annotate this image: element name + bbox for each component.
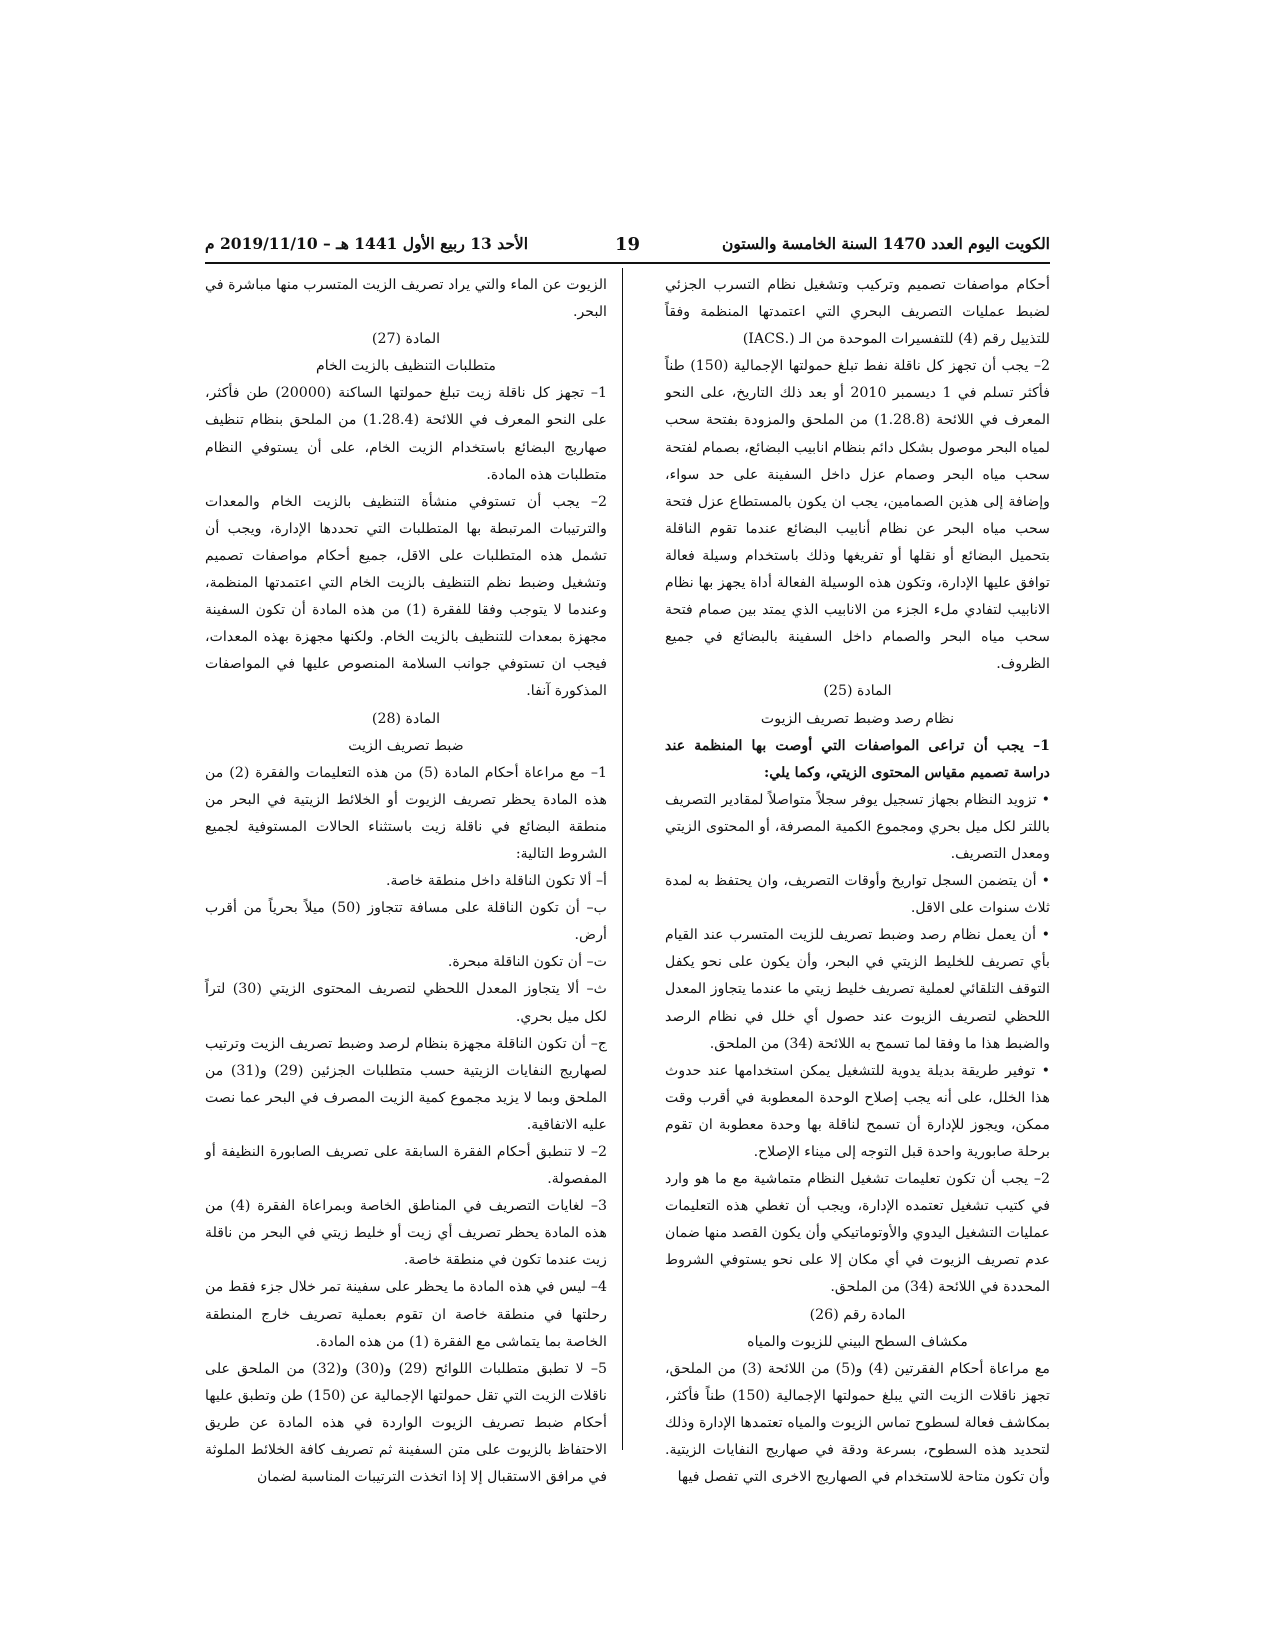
paragraph: 2– يجب أن تجهز كل ناقلة نفط تبلغ حمولتها الإجمالية (150) طناً فأكثر تسلم في 1 ديسمبر 2010 أو بعد ذلك التاريخ، على النحو المعرف في اللائحة (1.28.8) من الملحق والمزودة بفتحة سحب لمياه البحر موصول بشكل دائم بنظام انابيب البضائع، بصمام لفتحة سحب مياه البحر وصمام عزل داخل السفينة على حد سواء، وإضافة إلى هذين الصمامين، يجب ان يكون بالمستطاع عزل فتحة سحب مياه البحر عن نظام أنابيب البضائع عندما تقوم الناقلة بتحميل البضائع أو نقلها أو تفريغها وذلك باستخدام وسيلة فعالة توافق عليها الإدارة، وتكون هذه الوسيلة الفعالة أداة يجهز بها نظام الانابيب لتفادي ملء الجزء من الانابيب الذي يمتد بين صمام فتحة سحب مياه البحر والصمام داخل السفينة بالبضائع في جميع الظروف. — [665, 358, 1050, 673]
paragraph: • توفير طريقة بديلة يدوية للتشغيل يمكن استخدامها عند حدوث هذا الخلل، على أنه يجب إصلاح الوحدة المعطوبة في أقرب وقت ممكن، ويجوز للإدارة أن تسمح لناقلة بها وحدة معطوبة ان تقوم برحلة صابورية واحدة قبل التوجه إلى ميناء الإصلاح. — [665, 1062, 1050, 1160]
issue-date: الأحد 13 ربيع الأول 1441 هـ – 2019/11/10 م — [205, 234, 529, 253]
paragraph: • أن يعمل نظام رصد وضبط تصريف للزيت المتسرب عند القيام بأي تصريف للخليط الزيتي في البحر، وأن يكون على نحو يكفل التوقف التلقائي لعملية تصريف خليط زيتي ما عندما يتجاوز المعدل اللحظي لتصريف الزيوت عند حصول أي خلل في نظام الرصد والضبط هذا ما وفقا لما تسمح به اللائحة (34) من الملحق. — [665, 927, 1050, 1052]
paragraph: 2– يجب أن تكون تعليمات تشغيل النظام متماشية مع ما هو وارد في كتيب تشغيل تعتمده الإدارة، ويجب أن تغطي هذه التعليمات عمليات التشغيل اليدوي والأوتوماتيكي وأن يكون القصد منها ضمان عدم تصريف الزيوت في أي مكان إلا على نحو يستوفي الشروط المحددة في اللائحة (34) من الملحق. — [665, 1171, 1050, 1296]
column-divider — [622, 268, 623, 1450]
paragraph: أ– ألا تكون الناقلة داخل منطقة خاصة. — [386, 873, 607, 890]
paragraph: 1– مع مراعاة أحكام المادة (5) من هذه التعليمات والفقرة (2) من هذه المادة يحظر تصريف الزيوت أو الخلائط الزيتية في البحر من منطقة البضائع في ناقلة زيت باستثناء الحالات المستوفية لجميع الشروط التالية: — [205, 764, 607, 862]
article-heading: متطلبات التنظيف بالزيت الخام — [316, 358, 496, 375]
paragraph: 1– يجب أن تراعى المواصفات التي أوصت بها المنظمة عند دراسة تصميم مقياس المحتوى الزيتي، وكما يلي: — [665, 737, 1050, 781]
paragraph: ت– أن تكون الناقلة مبحرة. — [447, 954, 607, 971]
paragraph: ج– أن تكون الناقلة مجهزة بنظام لرصد وضبط تصريف الزيت وترتيب لصهاريج النفايات الزيتية حسب متطلبات الجزئين (29) و(31) من الملحق وبما لا يزيد مجموع كمية الزيت المصرف في البحر عما نصت عليه الاتفاقية. — [205, 1035, 607, 1133]
article-heading: المادة (28) — [371, 710, 441, 727]
paragraph: أحكام مواصفات تصميم وتركيب وتشغيل نظام التسرب الجزئي لضبط عمليات التصريف البحري التي اعتمدتها المنظمة وفقاً للتذييل رقم (4) للتفسيرات الموحدة من الـ (.IACS) — [665, 277, 1050, 348]
paragraph: 4– ليس في هذه المادة ما يحظر على سفينة تمر خلال جزء فقط من رحلتها في منطقة خاصة ان تقوم بعملية تصريف خارج المنطقة الخاصة بما يتماشى مع الفقرة (1) من هذه المادة. — [205, 1279, 607, 1350]
article-heading: مكشاف السطح البيني للزيوت والمياه — [747, 1333, 968, 1350]
paragraph: الزيوت عن الماء والتي يراد تصريف الزيت المتسرب منها مباشرة في البحر. — [205, 277, 607, 321]
paragraph: 2– يجب أن تستوفي منشأة التنظيف بالزيت الخام والمعدات والترتيبات المرتبطة بها المتطلبات التي تحددها الإدارة، ويجب أن تشمل هذه المتطلبات على الاقل، جميع أحكام مواصفات تصميم وتشغيل وضبط نظم التنظيف بالزيت الخام التي اعتمدتها المنظمة، وعندما لا يتوجب وفقا للفقرة (1) من هذه المادة أن تكون السفينة مجهزة بمعدات للتنظيف بالزيت الخام. ولكنها مجهزة بهذه المعدات، فيجب ان تستوفي جوانب السلامة المنصوص عليها في المواصفات المذكورة آنفا. — [205, 493, 608, 700]
article-heading: المادة (27) — [371, 331, 441, 348]
article-heading: المادة (25) — [823, 683, 892, 700]
page-number: 19 — [614, 234, 641, 255]
header-rule — [205, 262, 1050, 264]
paragraph: • تزويد النظام بجهاز تسجيل يوفر سجلاً متواصلاً لمقادير التصريف باللتر لكل ميل بحري ومجموع الكمية المصرفة، أو المحتوى الزيتي ومعدل التصريف. — [665, 791, 1050, 862]
paragraph: مع مراعاة أحكام الفقرتين (4) و(5) من اللائحة (3) من الملحق، تجهز ناقلات الزيت التي يبلغ حمولتها الإجمالية (150) طناً فأكثر، بمكاشف فعالة لسطوح تماس الزيوت والمياه تعتمدها الإدارة وذلك لتحديد هذه السطوح، بسرعة ودقة في صهاريج النفايات الزيتية. وأن تكون متاحة للاستخدام في الصهاريج الاخرى التي تفصل فيها — [665, 1360, 1050, 1486]
paragraph: ب– أن تكون الناقلة على مسافة تتجاوز (50) ميلاً بحرياً من أقرب أرض. — [205, 900, 607, 944]
article-heading: المادة رقم (26) — [809, 1306, 906, 1323]
paragraph: 1– تجهز كل ناقلة زيت تبلغ حمولتها الساكنة (20000) طن فأكثر، على النحو المعرف في اللائحة (1.28.4) من الملحق بنظام تنظيف صهاريج البضائع باستخدام الزيت الخام، على أن يستوفي النظام متطلبات هذه المادة. — [205, 385, 607, 483]
paragraph: • أن يتضمن السجل تواريخ وأوقات التصريف، وان يحتفظ به لمدة ثلاث سنوات على الاقل. — [665, 873, 1050, 917]
page-header — [205, 232, 1050, 266]
paragraph: 5– لا تطبق متطلبات اللوائح (29) و(30) و(32) من الملحق على ناقلات الزيت التي تقل حمولتها الإجمالية عن (150) طن وتطبق عليها أحكام ضبط تصريف الزيوت الواردة في هذه المادة عن طريق الاحتفاظ بالزيوت على متن السفينة ثم تصريف كافة الخلائط الملوثة في مرافق الاستقبال إلا إذا اتخذت الترتيبات المناسبة لضمان — [205, 1360, 608, 1486]
left-column — [205, 272, 607, 1491]
paragraph: 2– لا تنطبق أحكام الفقرة السابقة على تصريف الصابورة النظيفة أو المفصولة. — [205, 1144, 607, 1188]
paragraph: ث– ألا يتجاوز المعدل اللحظي لتصريف المحتوى الزيتي (30) لتراً لكل ميل بحري. — [205, 981, 607, 1025]
article-heading: ضبط تصريف الزيت — [348, 737, 464, 754]
paragraph: 3– لغايات التصريف في المناطق الخاصة وبمراعاة الفقرة (4) من هذه المادة يحظر تصريف أي زيت أو خليط زيتي في البحر من ناقلة زيت عندما تكون في منطقة خاصة. — [205, 1198, 607, 1269]
article-heading: نظام رصد وضبط تصريف الزيوت — [760, 710, 955, 727]
right-column — [665, 272, 1050, 1491]
gazette-issue-info: الكويت اليوم العدد 1470 السنة الخامسة والستون — [722, 234, 1050, 253]
